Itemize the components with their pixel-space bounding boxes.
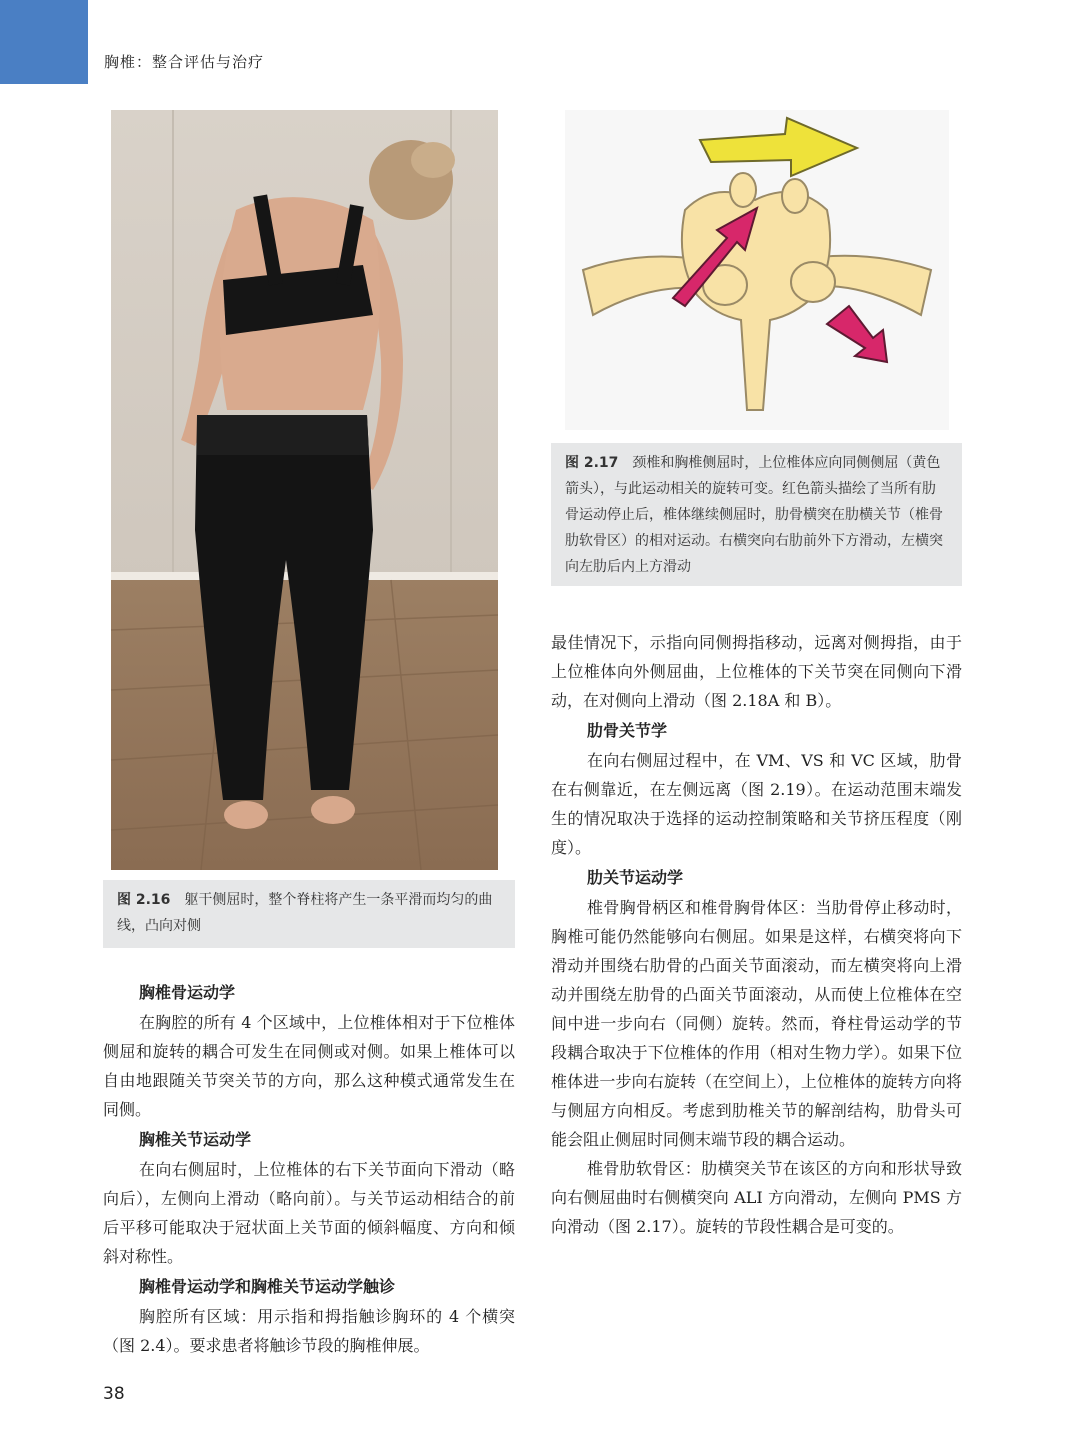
body-paragraph: 椎骨胸骨柄区和椎骨胸骨体区：当肋骨停止移动时，胸椎可能仍然能够向右侧屈。如果是这样，右横突将向下滑动并围绕右肋骨的凸面关节面滚动，而左横突将向上滑动并围绕左肋骨的凸面关节面滚动，从而使上位椎体在空间中进一步向右（同侧）旋转。然而，脊柱骨运动学的节段耦合取决于下位椎体的作用（相对生物力学）。如果下位椎体进一步向右旋转（在空间上），上位椎体的旋转方向将与侧屈方向相反。考虑到肋椎关节的解剖结构，肋骨头可能会阻止侧屈时同侧末端节段的耦合运动。 bbox=[551, 898, 962, 1149]
section-heading: 肋关节运动学 bbox=[587, 868, 684, 887]
section-heading: 胸椎骨运动学 bbox=[139, 983, 236, 1002]
left-text-column bbox=[103, 977, 515, 1360]
chapter-color-tab bbox=[0, 0, 88, 84]
figure-2-16-caption-text: 躯干侧屈时，整个脊柱将产生一条平滑而均匀的曲线，凸向对侧 bbox=[117, 892, 493, 934]
figure-2-16-label: 图 2.16 bbox=[117, 892, 171, 908]
right-text-column bbox=[551, 628, 962, 1241]
running-header: 胸椎：整合评估与治疗 bbox=[104, 53, 265, 71]
figure-2-17-illustration bbox=[565, 110, 949, 430]
section-heading: 肋骨关节学 bbox=[587, 721, 668, 740]
page-number: 38 bbox=[103, 1384, 125, 1404]
body-paragraph: 最佳情况下，示指向同侧拇指移动，远离对侧拇指，由于上位椎体向外侧屈曲，上位椎体的下关节突在同侧向下滑动，在对侧向上滑动（图 2.18A 和 B）。 bbox=[551, 633, 962, 710]
body-paragraph: 在向右侧屈过程中，在 VM、VS 和 VC 区域，肋骨在右侧靠近，在左侧远离（图 2.19）。在运动范围末端发生的情况取决于选择的运动控制策略和关节挤压程度（刚度）。 bbox=[551, 751, 962, 857]
body-paragraph: 胸腔所有区域：用示指和拇指触诊胸环的 4 个横突（图 2.4）。要求患者将触诊节段的胸椎伸展。 bbox=[103, 1307, 515, 1355]
figure-2-17-label: 图 2.17 bbox=[565, 455, 619, 471]
figure-2-17-caption-text: 颈椎和胸椎侧屈时，上位椎体应向同侧侧屈（黄色箭头），与此运动相关的旋转可变。红色箭头描绘了当所有肋骨运动停止后，椎体继续侧屈时，肋骨横突在肋横关节（椎骨肋软骨区）的相对运动。右横突向右肋前外下方滑动，左横突向左肋后内上方滑动 bbox=[565, 455, 943, 575]
figure-2-16-caption bbox=[103, 880, 515, 948]
section-heading: 胸椎骨运动学和胸椎关节运动学触诊 bbox=[139, 1277, 396, 1296]
figure-2-16-photo bbox=[111, 110, 498, 870]
figure-2-17-caption bbox=[551, 443, 962, 586]
body-paragraph: 在胸腔的所有 4 个区域中，上位椎体相对于下位椎体侧屈和旋转的耦合可发生在同侧或对侧。如果上椎体可以自由地跟随关节突关节的方向，那么这种模式通常发生在同侧。 bbox=[103, 1013, 515, 1119]
body-paragraph: 在向右侧屈时，上位椎体的右下关节面向下滑动（略向后），左侧向上滑动（略向前）。与关节运动相结合的前后平移可能取决于冠状面上关节面的倾斜幅度、方向和倾斜对称性。 bbox=[103, 1160, 515, 1266]
section-heading: 胸椎关节运动学 bbox=[139, 1130, 252, 1149]
body-paragraph: 椎骨肋软骨区：肋横突关节在该区的方向和形状导致向右侧屈曲时右侧横突向 ALI 方向滑动，左侧向 PMS 方向滑动（图 2.17）。旋转的节段性耦合是可变的。 bbox=[551, 1159, 962, 1236]
